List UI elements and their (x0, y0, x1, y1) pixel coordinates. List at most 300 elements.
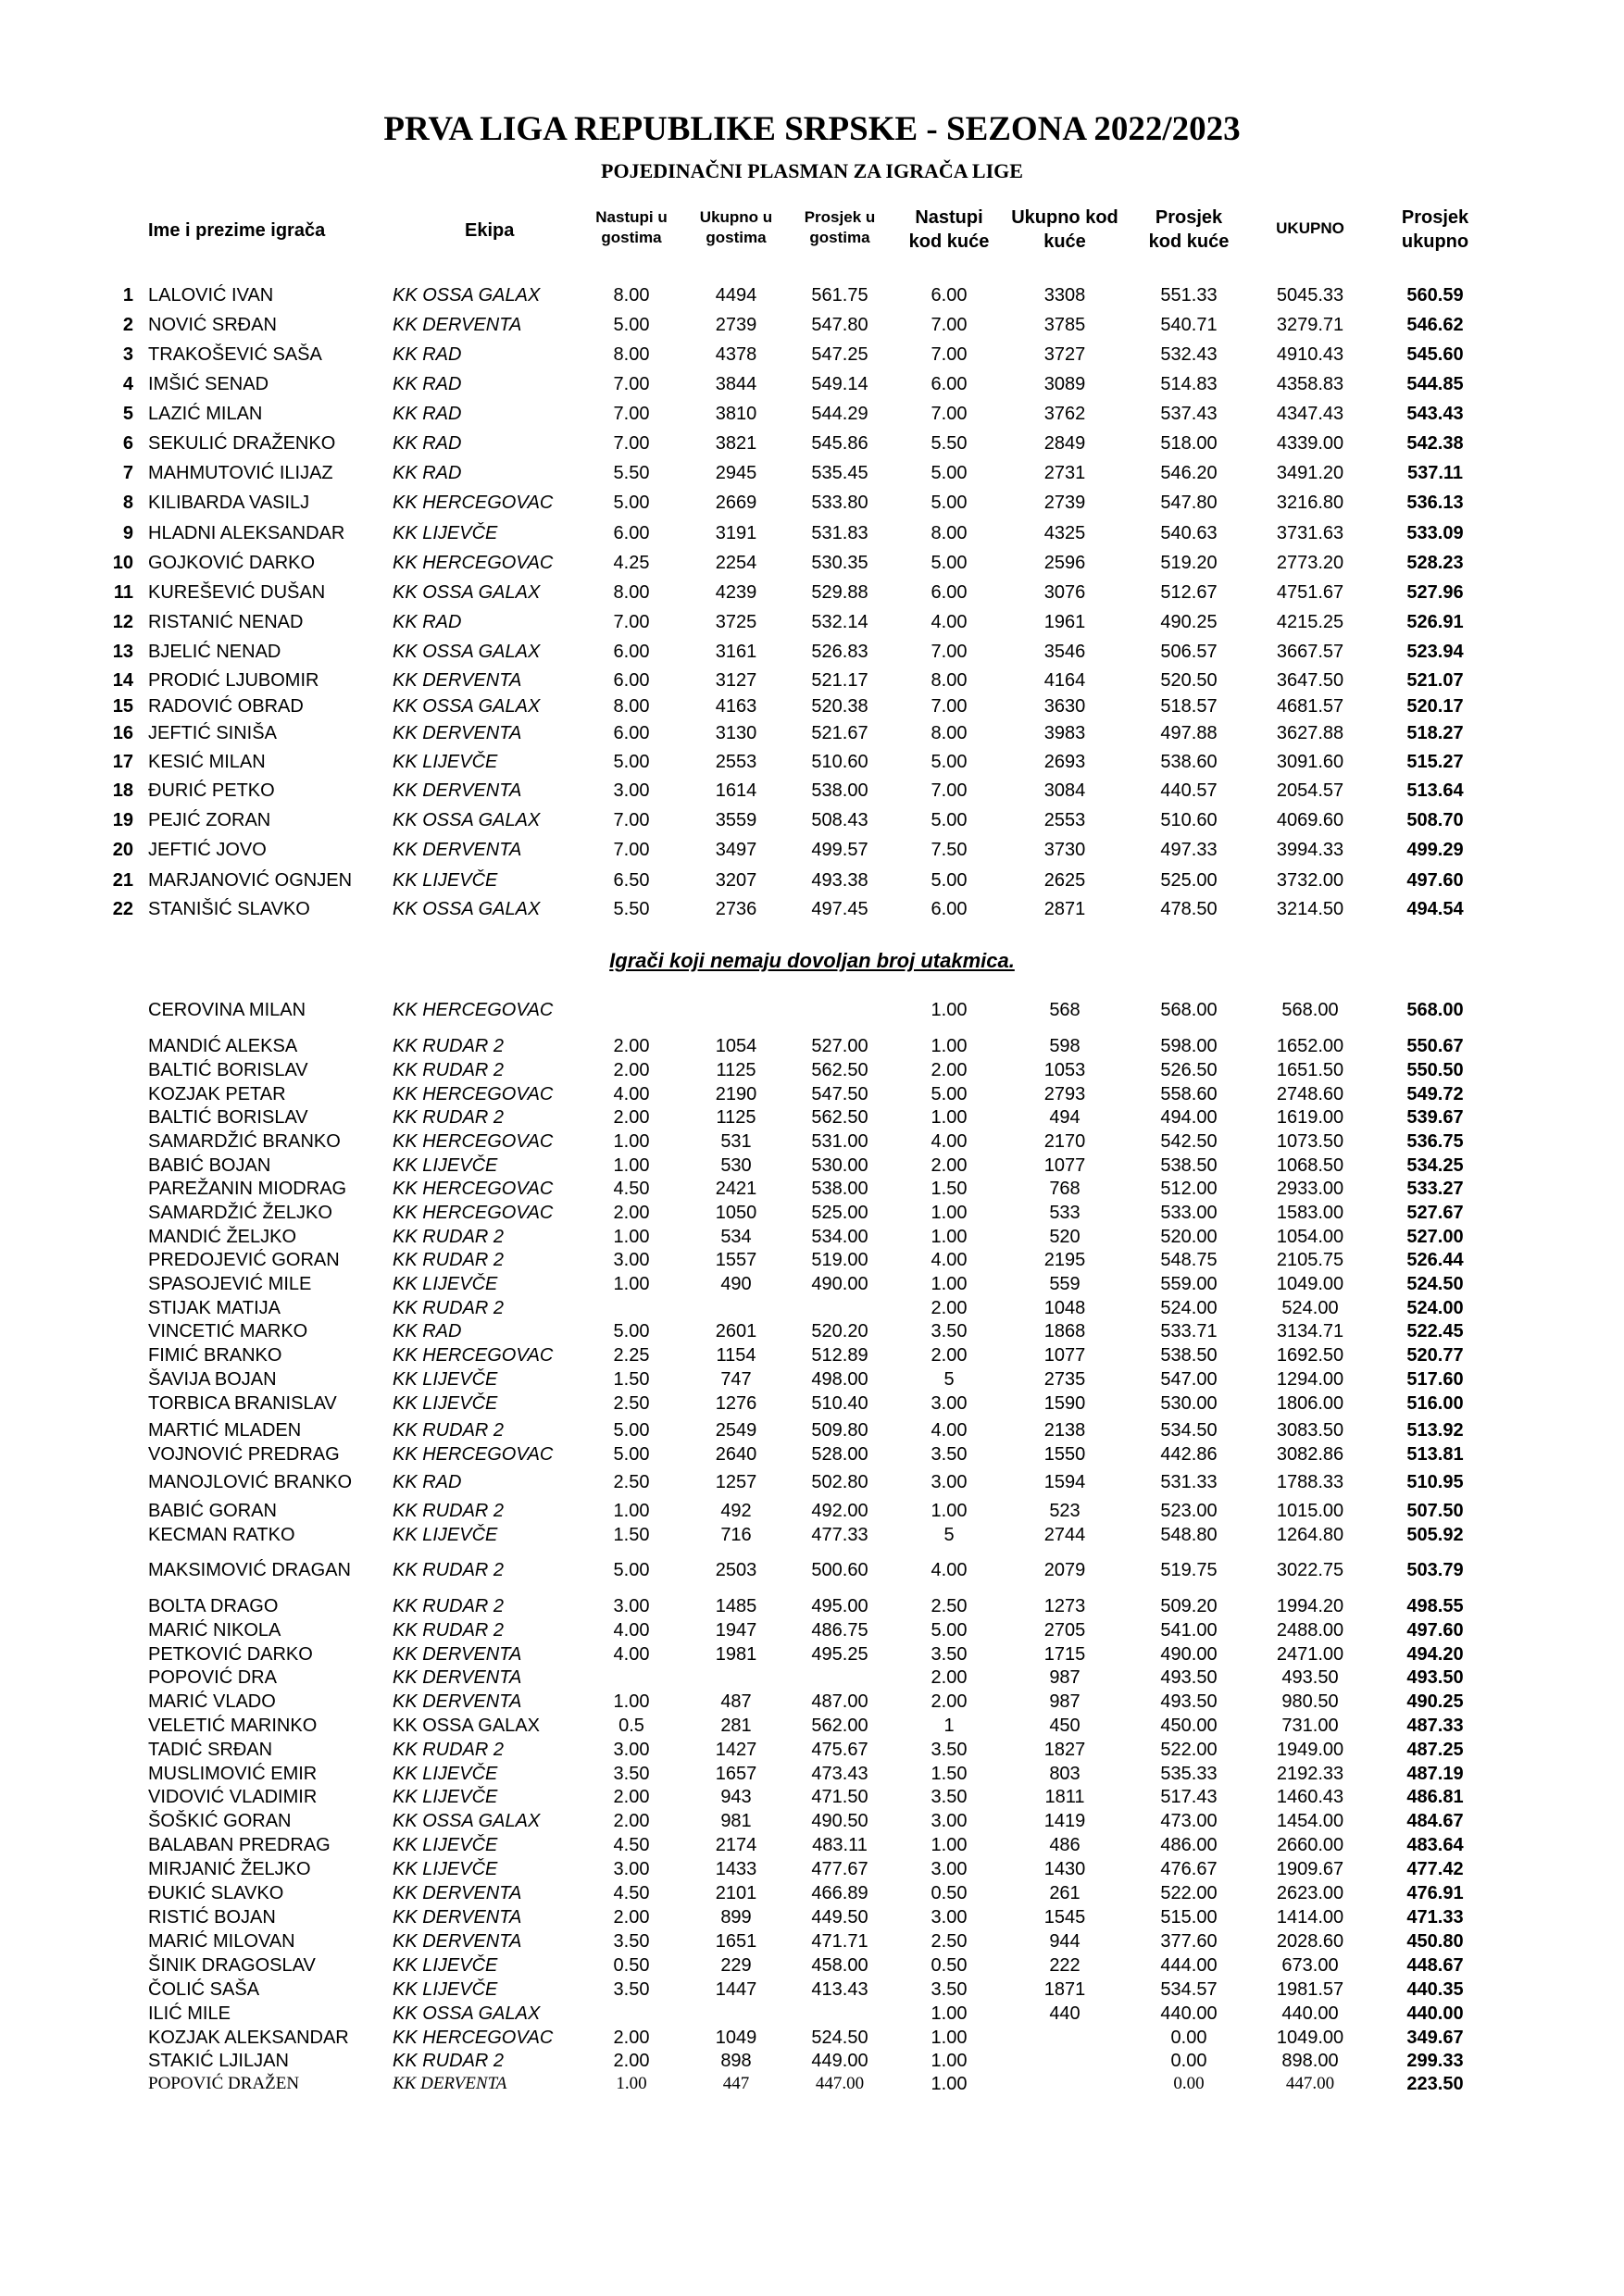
away-games-cell: 4.00 (613, 1084, 650, 1104)
away-games-cell: 1.00 (613, 1501, 650, 1521)
team-name: KK OSSA GALAX (393, 1716, 540, 1736)
away-games-cell: 3.00 (613, 780, 650, 801)
away-games-cell: 2.50 (613, 1472, 650, 1492)
away-games-cell: 2.00 (613, 1036, 650, 1056)
home-avg-cell: 377.60 (1160, 1931, 1218, 1952)
home-games-cell: 5 (943, 1369, 955, 1390)
table-row (0, 780, 1624, 805)
home-total-cell: 450 (1049, 1716, 1081, 1736)
team-name: KK LIJEVČE (393, 1955, 498, 1976)
table-row (0, 1393, 1624, 1417)
away-games-cell: 8.00 (613, 582, 650, 603)
avg-total-cell: 516.00 (1406, 1393, 1464, 1414)
home-avg-cell: 538.50 (1160, 1155, 1218, 1176)
total-cell: 2748.60 (1276, 1084, 1344, 1104)
avg-total-cell: 524.00 (1406, 1298, 1464, 1318)
total-cell: 3083.50 (1276, 1420, 1344, 1441)
home-total-cell: 1048 (1043, 1298, 1086, 1318)
avg-total-cell: 490.25 (1406, 1691, 1464, 1712)
table-row (0, 493, 1624, 517)
avg-total-cell: 494.20 (1406, 1644, 1464, 1665)
section-title: Igrači koji nemaju dovoljan broj utakmica. (609, 949, 1015, 972)
avg-total-cell: 545.60 (1406, 344, 1464, 365)
home-avg-cell: 518.00 (1160, 433, 1218, 454)
avg-total-cell: 440.00 (1406, 2003, 1464, 2024)
home-total-cell: 3089 (1043, 374, 1086, 394)
table-row (0, 1907, 1624, 1931)
avg-total-cell: 448.67 (1406, 1955, 1464, 1976)
away-total-cell: 981 (720, 1811, 752, 1831)
team-name: KK HERCEGOVAC (393, 1000, 554, 1020)
total-cell: 1068.50 (1276, 1155, 1344, 1176)
total-cell: 2028.60 (1276, 1931, 1344, 1952)
home-total-cell: 568 (1049, 1000, 1081, 1020)
avg-total-cell: 487.19 (1406, 1764, 1464, 1784)
player-name: STANIŠIĆ SLAVKO (148, 899, 310, 919)
table-row (0, 1250, 1624, 1274)
table-row (0, 553, 1624, 577)
team-name: KK RUDAR 2 (393, 1740, 505, 1760)
total-cell: 3667.57 (1276, 642, 1344, 662)
home-total-cell: 1827 (1043, 1740, 1086, 1760)
away-avg-cell: 473.43 (811, 1764, 868, 1784)
total-cell: 980.50 (1281, 1691, 1339, 1712)
team-name: KK LIJEVČE (393, 1979, 498, 2000)
total-cell: 440.00 (1281, 2003, 1339, 2024)
player-name: ŠOŠKIĆ GORAN (148, 1811, 292, 1831)
team-name: KK DERVENTA (393, 1667, 522, 1688)
away-avg-cell: 524.50 (811, 2028, 868, 2048)
away-avg-cell: 509.80 (811, 1420, 868, 1441)
header-away-total: Ukupno u gostima (699, 208, 773, 247)
total-cell: 3491.20 (1276, 463, 1344, 483)
home-avg-cell: 512.67 (1160, 582, 1218, 603)
rank-cell: 18 (112, 780, 133, 801)
home-games-cell: 1.00 (931, 1274, 968, 1294)
team-name: KK RAD (393, 1321, 462, 1341)
away-avg-cell: 535.45 (811, 463, 868, 483)
home-games-cell: 5.00 (931, 463, 968, 483)
away-games-cell: 5.00 (613, 1444, 650, 1465)
player-name: KESIĆ MILAN (148, 752, 266, 772)
table-row (0, 810, 1624, 834)
table-row (0, 1667, 1624, 1691)
away-avg-cell: 538.00 (811, 780, 868, 801)
home-avg-cell: 534.57 (1160, 1979, 1218, 2000)
total-cell: 3134.71 (1276, 1321, 1344, 1341)
player-name: BALTIĆ BORISLAV (148, 1060, 308, 1080)
home-avg-cell: 518.57 (1160, 696, 1218, 717)
home-games-cell: 1.50 (931, 1764, 968, 1784)
home-games-cell: 7.00 (931, 315, 968, 335)
team-name: KK DERVENTA (393, 1644, 522, 1665)
player-name: MANOJLOVIĆ BRANKO (148, 1472, 353, 1492)
avg-total-cell: 486.81 (1406, 1787, 1464, 1807)
home-avg-cell: 515.00 (1160, 1907, 1218, 1928)
team-name: KK RUDAR 2 (393, 1060, 505, 1080)
total-cell: 1652.00 (1276, 1036, 1344, 1056)
away-avg-cell: 490.50 (811, 1811, 868, 1831)
avg-total-cell: 510.95 (1406, 1472, 1464, 1492)
away-avg-cell: 499.57 (811, 840, 868, 860)
away-avg-cell: 487.00 (811, 1691, 868, 1712)
away-avg-cell: 493.38 (811, 870, 868, 891)
away-avg-cell: 495.00 (811, 1596, 868, 1616)
home-total-cell: 2625 (1043, 870, 1086, 891)
team-name: KK HERCEGOVAC (393, 1345, 554, 1366)
home-avg-cell: 509.20 (1160, 1596, 1218, 1616)
player-name: ILIĆ MILE (148, 2003, 231, 2024)
away-games-cell: 2.00 (613, 1203, 650, 1223)
home-avg-cell: 538.60 (1160, 752, 1218, 772)
player-name: MARIĆ NIKOLA (148, 1620, 281, 1641)
table-row (0, 1787, 1624, 1811)
avg-total-cell: 539.67 (1406, 1107, 1464, 1128)
away-avg-cell: 471.50 (811, 1787, 868, 1807)
header-away-avg: Prosjek u gostima (804, 208, 876, 247)
home-avg-cell: 537.43 (1160, 404, 1218, 424)
away-total-cell: 1557 (715, 1250, 757, 1270)
home-games-cell: 2.00 (931, 1691, 968, 1712)
away-games-cell: 4.50 (613, 1883, 650, 1903)
home-total-cell: 2195 (1043, 1250, 1086, 1270)
home-total-cell: 1077 (1043, 1345, 1086, 1366)
table-row (0, 1369, 1624, 1393)
table-row (0, 1596, 1624, 1620)
total-cell: 1054.00 (1276, 1227, 1344, 1247)
away-avg-cell: 508.43 (811, 810, 868, 830)
home-games-cell: 0.50 (931, 1883, 968, 1903)
rank-cell: 7 (122, 463, 133, 483)
rank-cell: 20 (112, 840, 133, 860)
away-total-cell: 447 (722, 2074, 750, 2093)
avg-total-cell: 533.27 (1406, 1179, 1464, 1199)
home-total-cell: 4164 (1043, 670, 1086, 691)
table-row (0, 1501, 1624, 1525)
home-games-cell: 5.50 (931, 433, 968, 454)
away-games-cell: 1.00 (613, 1131, 650, 1152)
away-total-cell: 716 (720, 1525, 752, 1545)
home-avg-cell: 473.00 (1160, 1811, 1218, 1831)
player-name: BOLTA DRAGO (148, 1596, 279, 1616)
avg-total-cell: 349.67 (1406, 2028, 1464, 2048)
away-total-cell: 3127 (715, 670, 757, 691)
avg-total-cell: 508.70 (1406, 810, 1464, 830)
team-name: KK LIJEVČE (393, 1393, 498, 1414)
total-cell: 3994.33 (1276, 840, 1344, 860)
player-name: MUSLIMOVIĆ EMIR (148, 1764, 318, 1784)
home-total-cell: 1811 (1044, 1787, 1085, 1807)
away-avg-cell: 497.45 (811, 899, 868, 919)
player-name: MAHMUTOVIĆ ILIJAZ (148, 463, 333, 483)
avg-total-cell: 477.42 (1406, 1859, 1464, 1879)
away-avg-cell: 532.14 (811, 612, 868, 632)
home-games-cell: 1.00 (931, 1107, 968, 1128)
home-avg-cell: 546.20 (1160, 463, 1218, 483)
total-cell: 1049.00 (1276, 2028, 1344, 2048)
away-games-cell: 1.00 (616, 2074, 647, 2093)
away-total-cell: 1125 (716, 1060, 756, 1080)
total-cell: 2660.00 (1276, 1835, 1344, 1855)
table-row (0, 1979, 1624, 2003)
avg-total-cell: 546.62 (1406, 315, 1464, 335)
home-total-cell: 2553 (1043, 810, 1086, 830)
avg-total-cell: 440.35 (1406, 1979, 1464, 2000)
team-name: KK RUDAR 2 (393, 1298, 505, 1318)
player-name: MAKSIMOVIĆ DRAGAN (148, 1560, 351, 1580)
rank-cell: 13 (112, 642, 133, 662)
rank-cell: 3 (122, 344, 133, 365)
table-row (0, 1060, 1624, 1084)
away-avg-cell: 547.80 (811, 315, 868, 335)
avg-total-cell: 536.75 (1406, 1131, 1464, 1152)
total-cell: 1414.00 (1276, 1907, 1344, 1928)
away-avg-cell: 547.25 (811, 344, 868, 365)
table-row (0, 612, 1624, 636)
player-name: MARTIĆ MLADEN (148, 1420, 302, 1441)
home-avg-cell: 0.00 (1170, 2051, 1207, 2071)
away-avg-cell: 562.00 (811, 1716, 868, 1736)
home-total-cell: 1868 (1043, 1321, 1086, 1341)
away-games-cell: 1.50 (613, 1525, 650, 1545)
away-avg-cell: 520.20 (811, 1321, 868, 1341)
team-name: KK DERVENTA (393, 1883, 522, 1903)
away-avg-cell: 529.88 (811, 582, 868, 603)
rank-cell: 6 (122, 433, 133, 454)
away-games-cell: 3.00 (613, 1250, 650, 1270)
table-row (0, 374, 1624, 398)
player-name: RISTIĆ BOJAN (148, 1907, 276, 1928)
home-total-cell: 944 (1049, 1931, 1081, 1952)
home-avg-cell: 540.71 (1160, 315, 1218, 335)
away-total-cell: 1054 (715, 1036, 757, 1056)
away-games-cell: 7.00 (613, 404, 650, 424)
away-games-cell: 5.00 (613, 1560, 650, 1580)
home-games-cell: 3.00 (931, 1472, 968, 1492)
home-avg-cell: 530.00 (1160, 1393, 1218, 1414)
home-games-cell: 4.00 (931, 1250, 968, 1270)
team-name: KK HERCEGOVAC (393, 1179, 554, 1199)
rank-cell: 21 (112, 870, 133, 891)
away-games-cell: 5.00 (613, 1420, 650, 1441)
total-cell: 1806.00 (1276, 1393, 1344, 1414)
away-total-cell: 1657 (715, 1764, 757, 1784)
home-games-cell: 2.00 (931, 1667, 968, 1688)
table-row (0, 1620, 1624, 1644)
away-games-cell: 7.00 (613, 612, 650, 632)
away-games-cell: 1.00 (613, 1155, 650, 1176)
home-total-cell: 1545 (1043, 1907, 1086, 1928)
player-name: SAMARDŽIĆ BRANKO (148, 1131, 341, 1152)
away-avg-cell: 510.40 (811, 1393, 868, 1414)
rank-cell: 5 (122, 404, 133, 424)
away-games-cell: 4.00 (613, 1620, 650, 1641)
header-home-total: Ukupno kod kuće (1011, 207, 1118, 252)
table-row (0, 752, 1624, 776)
total-cell: 4347.43 (1276, 404, 1344, 424)
player-name: KILIBARDA VASILJ (148, 493, 310, 513)
total-cell: 2192.33 (1276, 1764, 1344, 1784)
rank-cell: 10 (112, 553, 133, 573)
home-total-cell: 3730 (1043, 840, 1086, 860)
home-total-cell: 1053 (1043, 1060, 1086, 1080)
table-row (0, 582, 1624, 606)
header-home-avg: Prosjek kod kuće (1148, 207, 1230, 252)
home-avg-cell: 524.00 (1160, 1298, 1218, 1318)
table-row (0, 1560, 1624, 1584)
away-games-cell: 8.00 (613, 696, 650, 717)
avg-total-cell: 498.55 (1406, 1596, 1464, 1616)
home-avg-cell: 490.00 (1160, 1644, 1218, 1665)
home-games-cell: 8.00 (931, 723, 968, 743)
home-total-cell: 440 (1049, 2003, 1081, 2024)
home-total-cell: 1430 (1043, 1859, 1086, 1879)
avg-total-cell: 527.00 (1406, 1227, 1464, 1247)
player-name: VELETIĆ MARINKO (148, 1716, 318, 1736)
away-total-cell: 229 (720, 1955, 752, 1976)
home-avg-cell: 533.00 (1160, 1203, 1218, 1223)
avg-total-cell: 518.27 (1406, 723, 1464, 743)
home-games-cell: 1.00 (931, 1203, 968, 1223)
rank-cell: 16 (112, 723, 133, 743)
away-total-cell: 2101 (715, 1883, 757, 1903)
home-total-cell: 222 (1049, 1955, 1081, 1976)
home-games-cell: 3.50 (931, 1979, 968, 2000)
table-row (0, 523, 1624, 547)
home-total-cell: 1550 (1043, 1444, 1086, 1465)
away-avg-cell: 449.00 (811, 2051, 868, 2071)
team-name: KK RAD (393, 433, 462, 454)
home-total-cell: 2705 (1043, 1620, 1086, 1641)
home-total-cell: 987 (1049, 1667, 1081, 1688)
home-avg-cell: 532.43 (1160, 344, 1218, 365)
team-name: KK LIJEVČE (393, 1155, 498, 1176)
away-games-cell: 2.00 (613, 2028, 650, 2048)
total-cell: 4751.67 (1276, 582, 1344, 603)
home-games-cell: 3.50 (931, 1321, 968, 1341)
table-row (0, 696, 1624, 720)
avg-total-cell: 520.77 (1406, 1345, 1464, 1366)
home-avg-cell: 522.00 (1160, 1740, 1218, 1760)
team-name: KK DERVENTA (393, 670, 522, 691)
table-row (0, 344, 1624, 368)
table-row (0, 404, 1624, 428)
home-avg-cell: 519.20 (1160, 553, 1218, 573)
away-games-cell: 0.50 (613, 1955, 650, 1976)
away-games-cell: 4.50 (613, 1835, 650, 1855)
home-avg-cell: 440.00 (1160, 2003, 1218, 2024)
home-total-cell: 1871 (1043, 1979, 1086, 2000)
total-cell: 898.00 (1281, 2051, 1339, 2071)
away-games-cell: 6.00 (613, 723, 650, 743)
total-cell: 1294.00 (1276, 1369, 1344, 1390)
avg-total-cell: 493.50 (1406, 1667, 1464, 1688)
home-total-cell: 3084 (1043, 780, 1086, 801)
header-away-games: Nastupi u gostima (595, 208, 668, 247)
player-name: TORBICA BRANISLAV (148, 1393, 337, 1414)
home-games-cell: 6.00 (931, 285, 968, 306)
away-total-cell: 3161 (715, 642, 757, 662)
away-total-cell: 2601 (715, 1321, 757, 1341)
player-name: VINCETIĆ MARKO (148, 1321, 308, 1341)
total-cell: 2488.00 (1276, 1620, 1344, 1641)
home-total-cell: 2596 (1043, 553, 1086, 573)
home-games-cell: 1.00 (931, 1227, 968, 1247)
away-avg-cell: 544.29 (811, 404, 868, 424)
header-avg-total: Prosjek ukupno (1401, 207, 1469, 252)
away-total-cell: 534 (720, 1227, 752, 1247)
player-name: BABIĆ GORAN (148, 1501, 277, 1521)
home-games-cell: 1.00 (931, 2051, 968, 2071)
away-total-cell: 531 (720, 1131, 752, 1152)
away-games-cell: 5.00 (613, 315, 650, 335)
home-total-cell: 2693 (1043, 752, 1086, 772)
total-cell: 3279.71 (1276, 315, 1344, 335)
away-avg-cell: 413.43 (811, 1979, 868, 2000)
player-name: BALABAN PREDRAG (148, 1835, 331, 1855)
rank-cell: 2 (122, 315, 133, 335)
away-avg-cell: 458.00 (811, 1955, 868, 1976)
table-row (0, 1345, 1624, 1369)
home-games-cell: 3.00 (931, 1907, 968, 1928)
home-games-cell: 3.50 (931, 1444, 968, 1465)
away-games-cell: 8.00 (613, 344, 650, 365)
away-total-cell: 3821 (715, 433, 757, 454)
avg-total-cell: 497.60 (1406, 870, 1464, 891)
home-avg-cell: 0.00 (1173, 2074, 1205, 2093)
home-avg-cell: 559.00 (1160, 1274, 1218, 1294)
player-name: KUREŠEVIĆ DUŠAN (148, 582, 326, 603)
home-avg-cell: 486.00 (1160, 1835, 1218, 1855)
home-games-cell: 2.00 (931, 1155, 968, 1176)
home-total-cell: 2170 (1043, 1131, 1086, 1152)
player-name: MANDIĆ ŽELJKO (148, 1227, 297, 1247)
home-total-cell: 803 (1049, 1764, 1081, 1784)
team-name: KK OSSA GALAX (393, 285, 541, 306)
total-cell: 3731.63 (1276, 523, 1344, 543)
total-cell: 1909.67 (1276, 1859, 1344, 1879)
away-total-cell: 3497 (715, 840, 757, 860)
table-row (0, 1298, 1624, 1322)
avg-total-cell: 517.60 (1406, 1369, 1464, 1390)
home-avg-cell: 493.50 (1160, 1667, 1218, 1688)
team-name: KK HERCEGOVAC (393, 493, 554, 513)
away-total-cell: 1276 (715, 1393, 757, 1414)
away-total-cell: 943 (720, 1787, 752, 1807)
rank-cell: 14 (112, 670, 133, 691)
team-name: KK DERVENTA (393, 1931, 522, 1952)
player-name: HLADNI ALEKSANDAR (148, 523, 345, 543)
table-row (0, 1644, 1624, 1668)
away-games-cell: 5.00 (613, 752, 650, 772)
away-games-cell: 3.00 (613, 1859, 650, 1879)
table-row (0, 1859, 1624, 1883)
table-row (0, 1000, 1624, 1024)
player-name: MIRJANIĆ ŽELJKO (148, 1859, 311, 1879)
home-total-cell: 1419 (1043, 1811, 1086, 1831)
table-row (0, 285, 1624, 309)
away-games-cell: 2.00 (613, 1811, 650, 1831)
away-total-cell: 1427 (715, 1740, 757, 1760)
total-cell: 1049.00 (1276, 1274, 1344, 1294)
rank-cell: 9 (122, 523, 133, 543)
away-total-cell: 281 (720, 1716, 752, 1736)
header-name: Ime i prezime igrača (148, 220, 326, 241)
home-total-cell: 1715 (1043, 1644, 1086, 1665)
away-total-cell: 747 (720, 1369, 752, 1390)
away-total-cell: 1485 (715, 1596, 757, 1616)
home-total-cell: 2731 (1043, 463, 1086, 483)
